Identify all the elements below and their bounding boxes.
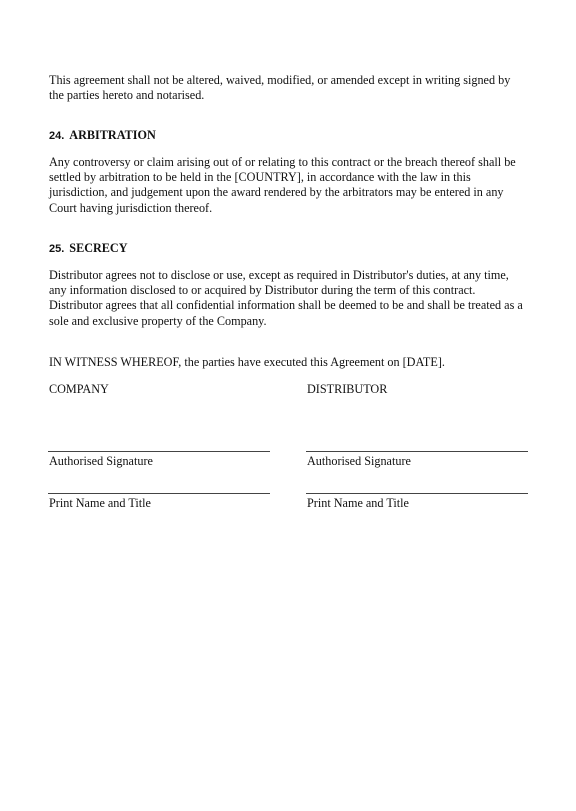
company-name-line: [48, 493, 270, 494]
distributor-party-label: DISTRIBUTOR: [307, 382, 388, 396]
distributor-name-title-label: Print Name and Title: [307, 496, 409, 510]
distributor-signature-label: Authorised Signature: [307, 454, 411, 468]
section-number: 24.: [49, 130, 65, 142]
witness-statement: IN WITNESS WHEREOF, the parties have executed this Agreement on [DATE].: [49, 355, 445, 369]
distributor-name-line: [306, 493, 528, 494]
company-name-title-label: Print Name and Title: [49, 496, 151, 510]
section-title: ARBITRATION: [69, 128, 156, 142]
company-signature-line: [48, 451, 270, 452]
arbitration-clause-text: Any controversy or claim arising out of or relating to this contract or the breach thereof shall be settled by arbitration to be held in the [COUNTRY], in accordance with the law in this jurisdiction, and judgement upon the award rendered by the arbitrators may be entered in any Court having jurisdiction thereof.: [49, 155, 516, 215]
section-heading-secrecy: [49, 241, 128, 257]
secrecy-clause-text: Distributor agrees not to disclose or use, except as required in Distributor's duties, at any time, any information disclosed to or acquired by Distributor during the term of this contract. Distributor agrees that all confidential information shall be deemed to be and shall be treated as a sole and exclusive property of the Company.: [49, 268, 523, 328]
section-number: 25.: [49, 243, 65, 255]
section-title: SECRECY: [69, 241, 128, 255]
company-signature-label: Authorised Signature: [49, 454, 153, 468]
distributor-signature-line: [306, 451, 528, 452]
company-party-label: COMPANY: [49, 382, 109, 396]
amendment-clause-text: This agreement shall not be altered, waived, modified, or amended except in writing signed by the parties hereto and notarised.: [49, 73, 511, 103]
section-heading-arbitration: [49, 128, 156, 144]
